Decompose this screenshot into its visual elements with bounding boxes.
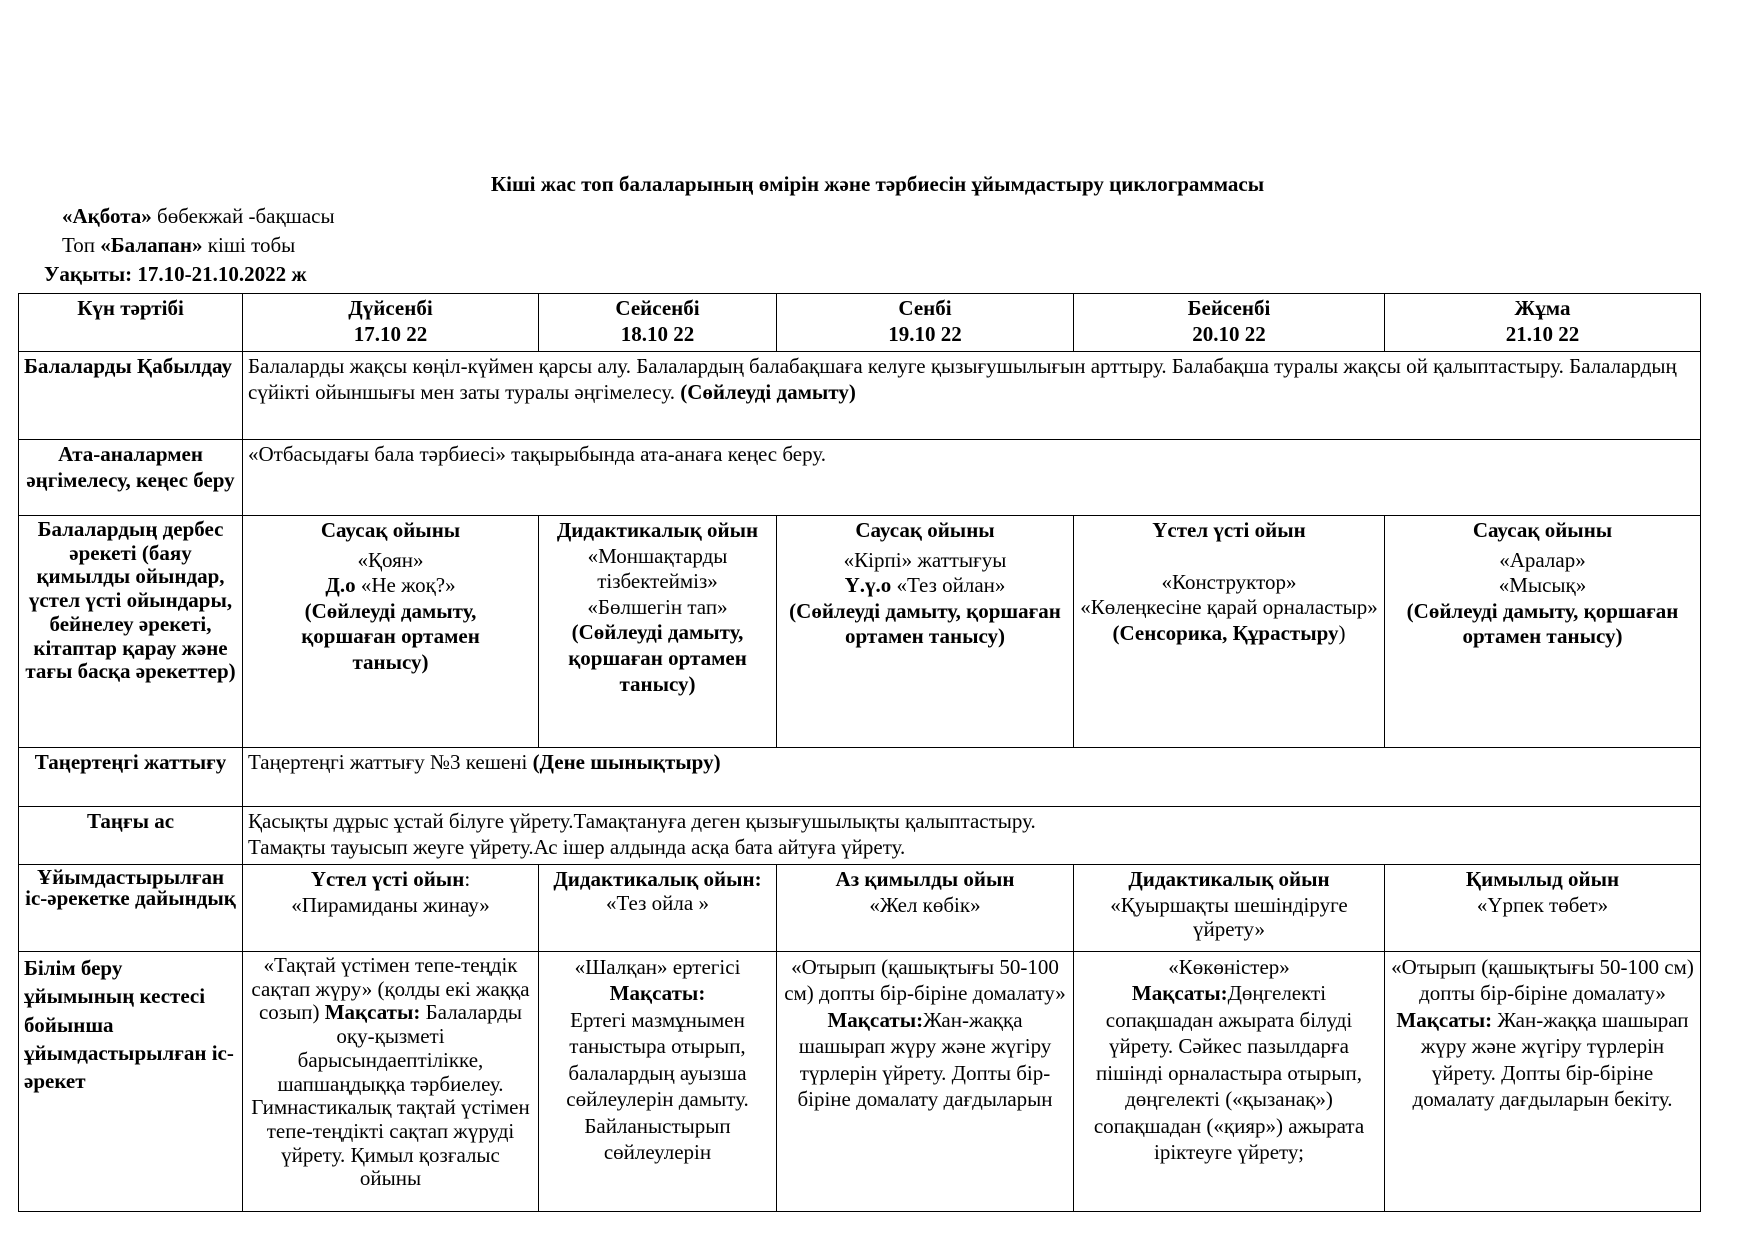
group-prefix: Топ <box>62 233 101 257</box>
organized-goal-label: Мақсаты: <box>827 1007 924 1032</box>
day-date: 20.10 22 <box>1192 321 1266 346</box>
activity-heading: Саусақ ойыны <box>320 518 461 542</box>
activity-area: (Сөйлеуді дамыту, қоршаған ортамен танысу) <box>568 620 747 696</box>
organized-friday <box>1385 952 1701 1212</box>
organized-goal-label: Мақсаты: <box>1396 1007 1493 1032</box>
organized-goal-label: Мақсаты: <box>324 1000 421 1025</box>
breakfast-line: Тамақты тауысып жеуге үйрету.Ас ішер алдында асқа бата айтуға үйрету. <box>248 834 906 859</box>
preparation-heading: Дидактикалық ойын <box>1128 867 1330 891</box>
activity-abbr: Ү.ү.о <box>844 573 892 598</box>
morning-exercise-description: Таңертеңгі жаттығу №3 кешені <box>248 750 533 774</box>
day-header-wednesday <box>777 294 1074 352</box>
organized-goal-label: Мақсаты: <box>609 981 706 1006</box>
activity-heading: Саусақ ойыны <box>1472 518 1613 542</box>
activity-tuesday <box>539 516 777 748</box>
activity-game: «Не жоқ?» <box>355 573 456 598</box>
row-label-organized-activity: Білім беру ұйымының кестесі бойынша ұйымдастырылған іс-әрекет <box>19 952 243 1212</box>
days-header-row <box>19 294 1701 352</box>
independent-activity-row <box>19 516 1701 748</box>
reception-area: (Сөйлеуді дамыту) <box>680 379 856 404</box>
breakfast-text <box>243 807 1701 865</box>
organized-topic: «Көкөністер» <box>1168 955 1290 979</box>
organized-goal-label: Мақсаты: <box>1131 981 1228 1006</box>
organized-goal: Жан-жаққа шашырап жүру және жүгіру түрлерін үйрету. Допты бір-біріне домалату дағдыларын бекіту. <box>1412 1007 1689 1112</box>
corner-cell: Күн тәртібі <box>19 294 243 352</box>
row-label-morning-exercise: Таңертеңгі жаттығу <box>19 748 243 807</box>
activity-line: «Бөлшегін тап» <box>587 594 728 619</box>
preparation-heading: Дидактикалық ойын: <box>553 867 762 891</box>
parents-row <box>19 440 1701 516</box>
preparation-wednesday <box>777 865 1074 952</box>
day-date: 18.10 22 <box>620 321 695 346</box>
day-header-monday <box>243 294 539 352</box>
organized-goal: Балаларды оқу-қызметі барысындаептілікке, шапшаңдыққа тәрбиелеу. Гимнастикалық тақтай үстімен тепе-теңдікті сақтап жүруді үйрету. Қимыл қозғалыс ойыны <box>251 1000 530 1191</box>
activity-line <box>248 573 533 599</box>
preparation-friday <box>1385 865 1701 952</box>
reception-text <box>243 352 1701 440</box>
day-name: Жұма <box>1514 296 1571 320</box>
activity-line: «Моншақтарды тізбектейміз» <box>587 543 728 594</box>
morning-exercise-area: (Дене шынықтыру) <box>532 750 721 774</box>
activity-line: «Көлеңкесіне қарай орналастыр» <box>1080 595 1378 620</box>
activity-area: (Сөйлеуді дамыту, қоршаған ортамен танысу) <box>1406 598 1679 649</box>
preparation-game: «Қуыршақты шешіндіруге үйрету» <box>1110 892 1348 941</box>
group-name: «Балапан» <box>100 233 203 257</box>
row-label-independent-activity: Балалардың дербес әрекеті (баяу қимылды ойындар, үстел үсті ойындары, бейнелеу әрекеті, кітаптар қарау және тағы басқа әрекеттер) <box>19 516 243 748</box>
organized-goal: Дөңгелекті сопақшадан ажырата білуді үйрету. Сәйкес пазылдарға пішінді орналастыра отырып, дөңгелекті («қызанақ») сопақшадан («қияр») ажырата іріктеуге үйрету; <box>1093 981 1365 1165</box>
breakfast-row <box>19 807 1701 865</box>
row-label-breakfast: Таңғы ас <box>19 807 243 865</box>
activity-line: «Қоян» <box>357 547 424 572</box>
preparation-game: «Пирамиданы жинау» <box>291 892 490 917</box>
reception-description: Балаларды жақсы көңіл-күймен қарсы алу. Балалардың балабақшаға келуге қызығушылығын арттыру. Балабақша туралы жақсы ой қалыптастыру. Балалардың сүйікті ойыншығы мен заты туралы әңгімелесу. <box>248 354 1677 404</box>
day-date: 17.10 22 <box>353 321 428 346</box>
schedule-table <box>18 293 1701 1212</box>
row-label-parents: Ата-аналармен әңгімелесу, кеңес беру <box>19 440 243 516</box>
preparation-heading <box>248 867 533 893</box>
group-line <box>62 233 295 258</box>
activity-area: (Сөйлеуді дамыту, қоршаған ортамен танысу) <box>301 598 480 675</box>
organized-thursday <box>1074 952 1385 1212</box>
activity-heading: Саусақ ойыны <box>855 518 995 542</box>
preparation-tuesday <box>539 865 777 952</box>
activity-line: «Аралар» <box>1499 547 1586 572</box>
morning-exercise-row <box>19 748 1701 807</box>
page-title: Кіші жас топ балаларының өмірін және тәрбиесін ұйымдастыру циклограммасы <box>490 172 1265 196</box>
day-name: Дүйсенбі <box>348 296 433 320</box>
period-line: Уақыты: 17.10-21.10.2022 ж <box>44 262 307 286</box>
activity-line <box>782 573 1068 599</box>
activity-line: «Кірпі» жаттығуы <box>843 547 1007 572</box>
preparation-game: «Үрпек төбет» <box>1476 892 1609 917</box>
organized-tuesday <box>539 952 777 1212</box>
organized-topic: «Тақтай үстімен тепе-теңдік сақтап жүру» (қолды екі жаққа созып) <box>251 954 530 1025</box>
day-name: Бейсенбі <box>1187 296 1271 320</box>
activity-wednesday <box>777 516 1074 748</box>
day-header-tuesday <box>539 294 777 352</box>
day-name: Сенбі <box>898 296 952 320</box>
preparation-game: «Жел көбік» <box>869 892 981 917</box>
day-date: 21.10 22 <box>1505 321 1580 346</box>
day-date: 19.10 22 <box>888 321 962 346</box>
activity-game: «Тез ойлан» <box>891 573 1006 598</box>
organized-topic: «Отырып (қашықтығы 50-100 см) допты бір-біріне домалату» <box>1391 955 1694 1006</box>
preparation-heading: Қимылыд ойын <box>1465 867 1620 891</box>
activity-line: «Конструктор» <box>1161 569 1297 594</box>
activity-area <box>1079 621 1379 647</box>
row-label-reception: Балаларды Қабылдау <box>19 352 243 440</box>
activity-area-text: (Сенсорика, Құрастыру <box>1112 620 1339 645</box>
activity-monday <box>243 516 539 748</box>
preparation-heading: Аз қимылды ойын <box>835 867 1015 891</box>
activity-line: «Мысық» <box>1498 573 1587 598</box>
activity-area: (Сөйлеуді дамыту, қоршаған ортамен танысу) <box>789 598 1061 649</box>
kindergarten-line <box>62 204 335 229</box>
preparation-heading-text: Үстел үсті ойын <box>310 867 465 891</box>
organized-monday <box>243 952 539 1212</box>
preparation-monday <box>243 865 539 952</box>
activity-abbr: Д.о <box>325 573 356 598</box>
organized-topic: «Отырып (қашықтығы 50-100 см) допты бір-біріне домалату» <box>784 955 1066 1006</box>
preparation-row <box>19 865 1701 952</box>
reception-row <box>19 352 1701 440</box>
day-name: Сейсенбі <box>615 296 700 320</box>
day-header-thursday <box>1074 294 1385 352</box>
activity-friday <box>1385 516 1701 748</box>
activity-thursday <box>1074 516 1385 748</box>
organized-activity-row <box>19 952 1701 1212</box>
activity-heading: Үстел үсті ойын <box>1152 518 1306 542</box>
organized-topic: «Шалқан» ертегісі <box>574 955 741 979</box>
parents-text: «Отбасыдағы бала тәрбиесі» тақырыбында ата-анаға кеңес беру. <box>243 440 1701 516</box>
morning-exercise-text <box>243 748 1701 807</box>
preparation-thursday <box>1074 865 1385 952</box>
activity-area-end: ) <box>1338 620 1346 645</box>
row-label-preparation: Ұйымдастырылған іс-әрекетке дайындық <box>19 865 243 952</box>
organized-goal: Ертегі мазмұнымен таныстыра отырып, балалардың ауызша сөйлеулерін дамыту. Байланыстырып сөйлеулерін <box>566 1007 749 1165</box>
day-header-friday <box>1385 294 1701 352</box>
preparation-heading-colon: : <box>464 867 471 891</box>
preparation-game: «Тез ойла » <box>606 891 709 916</box>
organized-goal: Жан-жаққа шашырап жүру және жүгіру түрлерін үйрету. Допты бір-біріне домалату дағдыларын <box>797 1007 1053 1112</box>
kindergarten-name: «Ақбота» <box>62 204 152 228</box>
organized-wednesday <box>777 952 1074 1212</box>
activity-heading: Дидактикалық ойын <box>556 518 759 542</box>
group-suffix: кіші тобы <box>202 233 296 257</box>
breakfast-line: Қасықты дұрыс ұстай білуге үйрету.Тамақтануға деген қызығушылықты қалыптастыру. <box>248 809 1036 833</box>
kindergarten-suffix: бөбекжай -бақшасы <box>151 204 335 228</box>
